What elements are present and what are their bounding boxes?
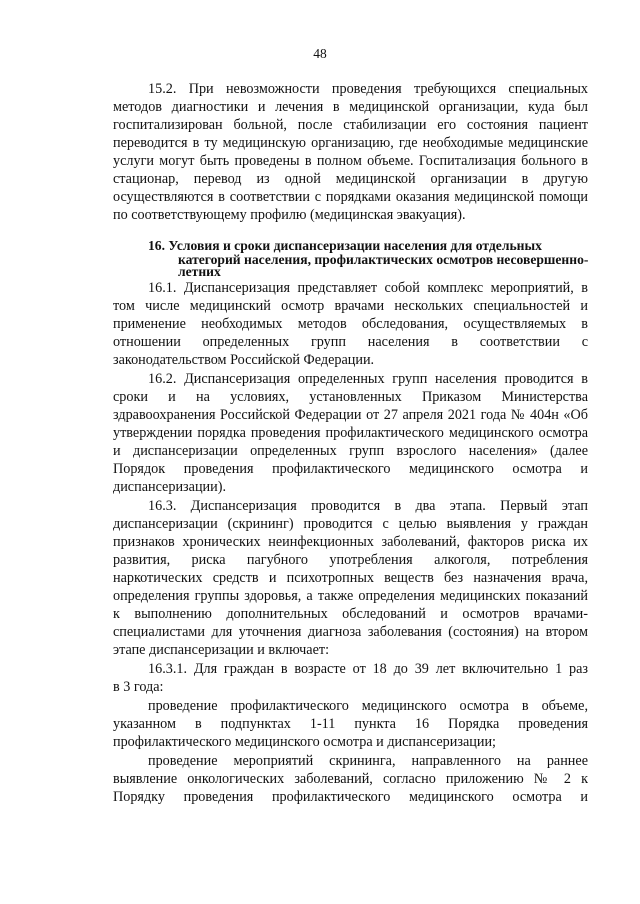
text-line: законодательством Российской Федерации.	[113, 352, 375, 368]
text-line: по соответствующему профилю (медицинская эвакуация).	[113, 207, 466, 223]
text-line: специалистами для уточнения диагноза заболевания (состояния) на втором	[113, 624, 588, 640]
text-line: развития, риска пагубного употребления алкоголя, потребления	[113, 552, 588, 568]
text-line: к выполнению дополнительных обследований и осмотров врачами-	[113, 606, 588, 622]
text-line: Порядок проведения профилактического медицинского осмотра и	[113, 461, 588, 477]
text-line: в 3 года:	[113, 679, 164, 695]
text-line: диспансеризации (скрининг) проводится с целью выявления у граждан	[113, 516, 588, 532]
text-line: переводится в ту медицинскую организацию, где необходимые медицинские	[113, 135, 588, 151]
text-line: выявление онкологических заболеваний, согласно приложению № 2 к	[113, 771, 588, 787]
text-line: проведение мероприятий скрининга, направленного на раннее	[148, 753, 588, 769]
text-line: услуги могут быть проведены в полном объеме. Госпитализация больного в	[113, 153, 588, 169]
text-line: 16.3. Диспансеризация проводится в два этапа. Первый этап	[148, 498, 588, 514]
text-line: утверждении порядка проведения профилактического медицинского осмотра	[113, 425, 588, 441]
text-line: 16.3.1. Для граждан в возрасте от 18 до 39 лет включительно 1 раз	[148, 661, 588, 677]
text-line: указанном в подпунктах 1-11 пункта 16 Порядка проведения	[113, 716, 588, 732]
text-line: этапе диспансеризации и включает:	[113, 642, 330, 658]
heading-line: 16. Условия и сроки диспансеризации населения для отдельных	[148, 238, 542, 253]
text-line: и диспансеризации определенных групп взрослого населения» (далее	[113, 443, 588, 459]
text-line: 16.1. Диспансеризация представляет собой комплекс мероприятий, в	[148, 280, 588, 296]
text-line: признаков хронических неинфекционных заболеваний, факторов риска их	[113, 534, 588, 550]
text-line: наркотических средств и психотропных веществ без назначения врача,	[113, 570, 588, 586]
text-line: стационар, перевод из одной медицинской организации в другую	[113, 171, 588, 187]
text-line: профилактического медицинского осмотра и диспансеризации;	[113, 734, 496, 750]
text-line: диспансеризации).	[113, 479, 226, 495]
text-line: сроки и на условиях, установленных Приказом Министерства	[113, 389, 588, 405]
text-line: применение необходимых методов обследования, осуществляемых в	[113, 316, 588, 332]
text-line: отношении определенных групп населения в соответствии с	[113, 334, 588, 350]
heading-line: летних	[178, 264, 221, 279]
text-line: методов диагностики и лечения в медицинской организации, куда был	[113, 99, 588, 115]
page-number: 48	[313, 46, 327, 61]
text-line: определения группы здоровья, а также определения медицинских показаний	[113, 588, 588, 604]
heading-line: категорий населения, профилактических осмотров несовершенно-	[178, 252, 589, 267]
text-line: проведение профилактического медицинского осмотра в объеме,	[148, 698, 588, 714]
text-line: Порядку проведения профилактического медицинского осмотра и	[113, 789, 588, 805]
text-line: том числе медицинский осмотр врачами нескольких специальностей и	[113, 298, 588, 314]
text-line: здравоохранения Российской Федерации от 27 апреля 2021 года № 404н «Об	[113, 407, 588, 423]
text-line: 16.2. Диспансеризация определенных групп населения проводится в	[148, 371, 588, 387]
text-line: осуществляются в соответствии с порядками оказания медицинской помощи	[113, 189, 588, 205]
text-line: 15.2. При невозможности проведения требующихся специальных	[148, 81, 588, 97]
text-line: госпитализирован больной, после стабилизации его состояния пациент	[113, 117, 588, 133]
